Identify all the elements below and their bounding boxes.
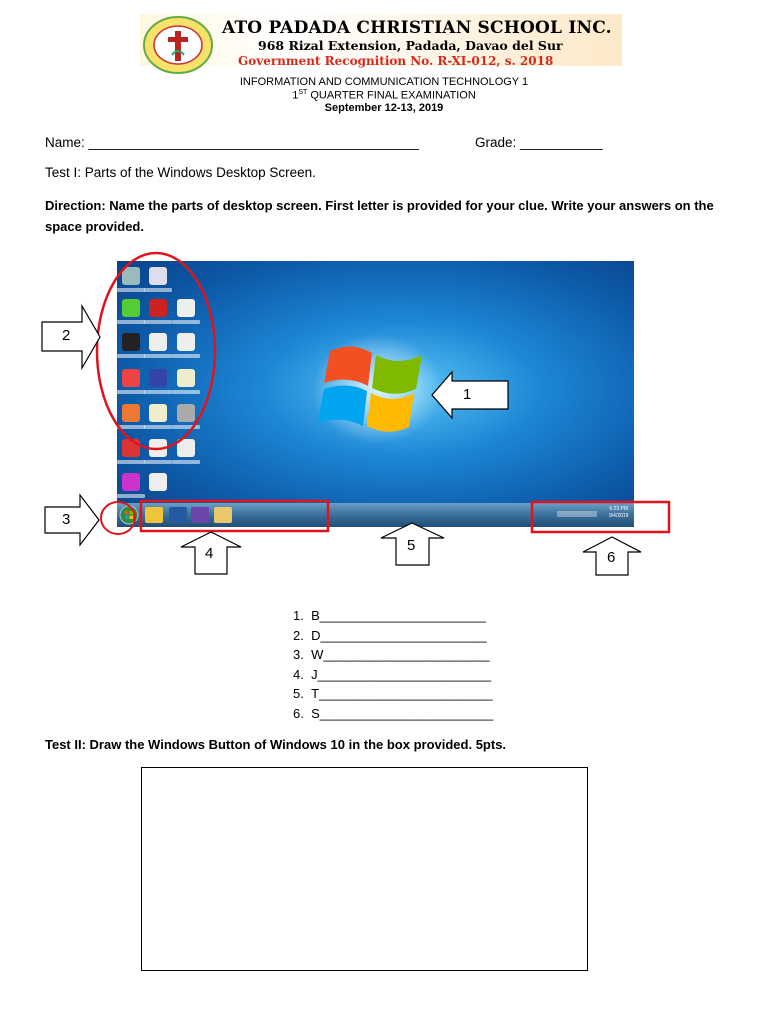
school-address: 968 Rizal Extension, Padada, Davao del Sur bbox=[258, 38, 563, 53]
test2-title: Test II: Draw the Windows Button of Windows 10 in the box provided. 5pts. bbox=[45, 737, 507, 752]
grade-field[interactable]: Grade: ___________ bbox=[475, 135, 603, 150]
taskbar-highlight-rect bbox=[141, 501, 328, 531]
arrow-4-label: 4 bbox=[205, 545, 214, 562]
school-name: ATO PADADA CHRISTIAN SCHOOL INC. bbox=[222, 18, 612, 38]
name-field[interactable]: Name: ____________________________________________ bbox=[45, 135, 419, 150]
answer-item[interactable]: 5. T________________________ bbox=[293, 686, 493, 701]
arrow-2-label: 2 bbox=[62, 327, 71, 344]
answer-item[interactable]: 2. D_______________________ bbox=[293, 627, 487, 643]
test1-title: Test I: Parts of the Windows Desktop Screen. bbox=[45, 165, 316, 180]
answer-item[interactable]: 3. W_______________________ bbox=[293, 647, 490, 662]
arrow-1-label: 1 bbox=[463, 386, 472, 403]
tray-highlight-rect bbox=[532, 502, 669, 532]
answer-item[interactable]: 4. J________________________ bbox=[293, 666, 492, 682]
arrow-5-label: 5 bbox=[407, 537, 416, 554]
arrow-6-label: 6 bbox=[607, 549, 616, 566]
exam-date: September 12-13, 2019 bbox=[324, 102, 444, 114]
arrow-3-label: 3 bbox=[62, 511, 71, 528]
answer-item[interactable]: 6. S________________________ bbox=[293, 705, 494, 721]
answer-list bbox=[293, 606, 493, 723]
exam-subject: INFORMATION AND COMMUNICATION TECHNOLOGY 1 bbox=[239, 76, 529, 88]
arrow-2-shape bbox=[42, 306, 100, 368]
school-recognition: Government Recognition No. R-XI-012, s. 2018 bbox=[238, 54, 554, 68]
arrow-3-shape bbox=[45, 495, 99, 545]
taskbar-clock: 6:23 PM 9/4/2019 bbox=[609, 506, 629, 519]
answer-item[interactable]: 1. B_______________________ bbox=[293, 608, 487, 623]
exam-quarter: 1ST QUARTER FINAL EXAMINATION bbox=[292, 89, 476, 102]
icons-highlight-ellipse bbox=[97, 253, 215, 449]
drawing-box[interactable] bbox=[141, 767, 588, 971]
start-highlight-circle bbox=[101, 502, 135, 534]
test1-direction: Direction: Name the parts of desktop screen. First letter is provided for your clue. Write your answers on the space provided. bbox=[45, 198, 714, 234]
